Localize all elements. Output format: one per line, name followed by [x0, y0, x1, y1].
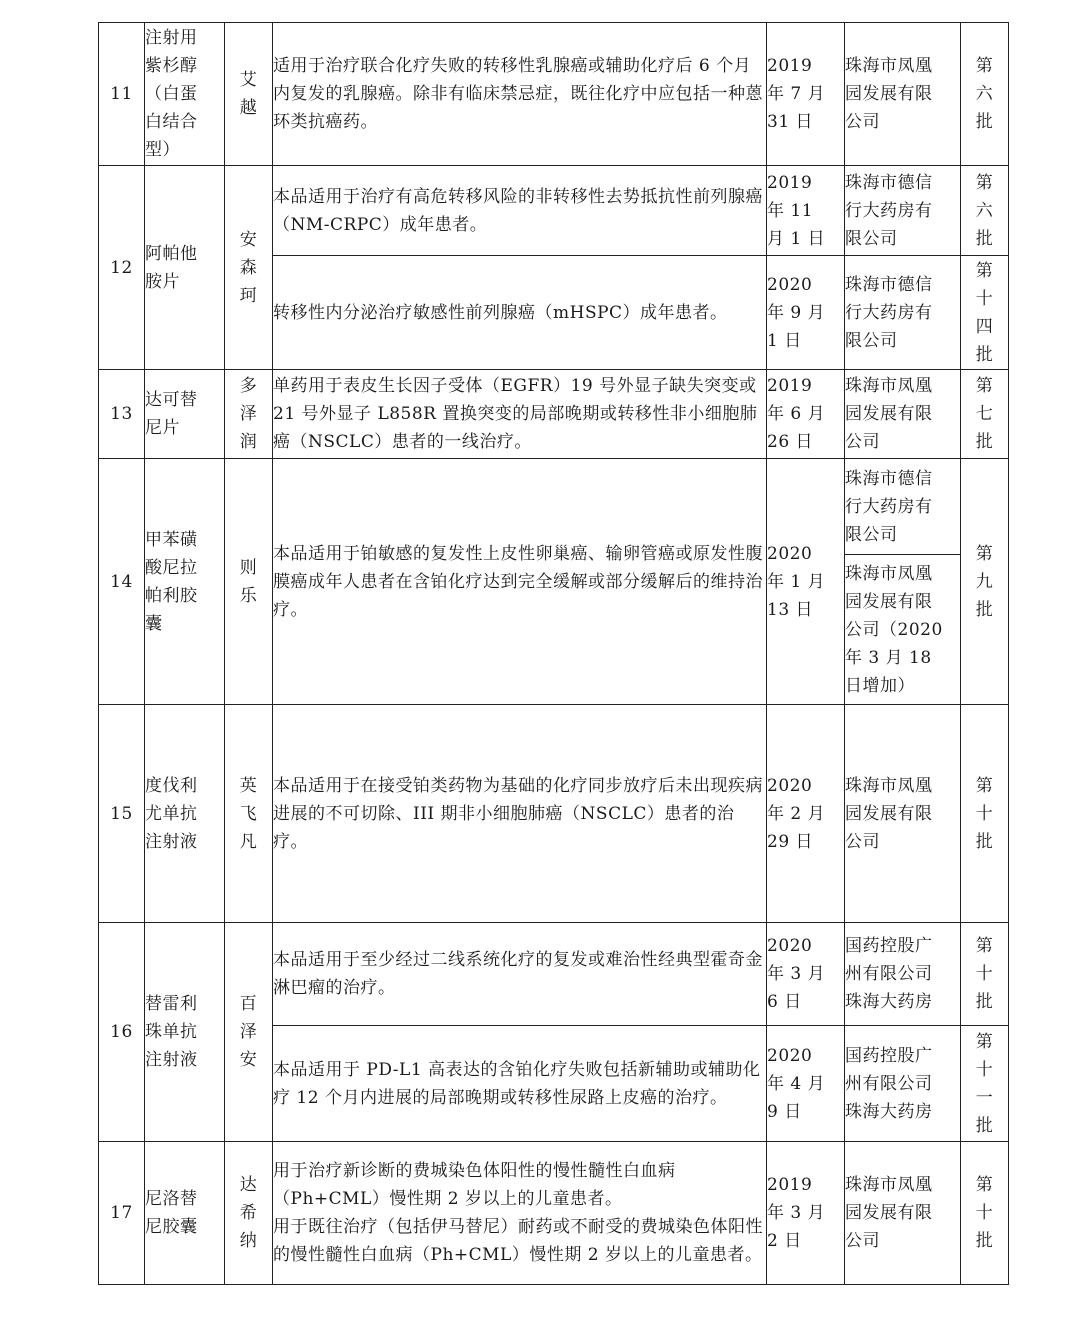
row-number: 17: [99, 1142, 145, 1285]
table-row: [99, 923, 1009, 1026]
batch: 第 六 批: [961, 23, 1009, 166]
approval-date: 2019 年 11 月 1 日: [767, 166, 845, 256]
batch: 第 十 四 批: [961, 256, 1009, 370]
pharmacy: 珠海市德信 行大药房有 限公司: [845, 459, 961, 555]
brand-name: 多 泽 润: [225, 370, 273, 459]
indication: 本品适用于至少经过二线系统化疗的复发或难治性经典型霍奇金淋巴瘤的治疗。: [273, 923, 767, 1026]
table-row: [99, 459, 1009, 555]
table-row: [99, 1142, 1009, 1285]
brand-name: 英 飞 凡: [225, 705, 273, 923]
indication: 本品适用于治疗有高危转移风险的非转移性去势抵抗性前列腺癌（NM-CRPC）成年患者。: [273, 166, 767, 256]
row-number: 12: [99, 166, 145, 370]
row-number: 15: [99, 705, 145, 923]
pharmacy: 国药控股广 州有限公司 珠海大药房: [845, 1026, 961, 1142]
approval-date: 2019 年 7 月 31 日: [767, 23, 845, 166]
table-row: [99, 370, 1009, 459]
pharmacy: 珠海市德信 行大药房有 限公司: [845, 256, 961, 370]
brand-name: 安 森 珂: [225, 166, 273, 370]
indication: 单药用于表皮生长因子受体（EGFR）19 号外显子缺失突变或 21 号外显子 L858R 置换突变的局部晚期或转移性非小细胞肺癌（NSCLC）患者的一线治疗。: [273, 370, 767, 459]
batch: 第 十 一 批: [961, 1026, 1009, 1142]
batch: 第 九 批: [961, 459, 1009, 705]
pharmacy: 珠海市德信 行大药房有 限公司: [845, 166, 961, 256]
indication: 本品适用于铂敏感的复发性上皮性卵巢癌、输卵管癌或原发性腹膜癌成年人患者在含铂化疗达到完全缓解或部分缓解后的维持治疗。: [273, 459, 767, 705]
table-row: [99, 23, 1009, 166]
row-number: 11: [99, 23, 145, 166]
brand-name: 百 泽 安: [225, 923, 273, 1142]
table-row: [99, 705, 1009, 923]
drug-name: 尼洛替 尼胶囊: [145, 1142, 225, 1285]
batch: 第 十 批: [961, 923, 1009, 1026]
drug-name: 甲苯磺 酸尼拉 帕利胶 囊: [145, 459, 225, 705]
indication: 转移性内分泌治疗敏感性前列腺癌（mHSPC）成年患者。: [273, 256, 767, 370]
row-number: 13: [99, 370, 145, 459]
indication: 用于治疗新诊断的费城染色体阳性的慢性髓性白血病（Ph+CML）慢性期 2 岁以上的儿童患者。 用于既往治疗（包括伊马替尼）耐药或不耐受的费城染色体阳性的慢性髓性白血病（Ph+CML）慢性期 2 岁以上的儿童患者。: [273, 1142, 767, 1285]
brand-name: 则 乐: [225, 459, 273, 705]
drug-name: 注射用 紫杉醇 （白蛋 白结合 型）: [145, 23, 225, 166]
brand-name: 达 希 纳: [225, 1142, 273, 1285]
approval-date: 2020 年 1 月 13 日: [767, 459, 845, 705]
batch: 第 七 批: [961, 370, 1009, 459]
indication: 适用于治疗联合化疗失败的转移性乳腺癌或辅助化疗后 6 个月内复发的乳腺癌。除非有临床禁忌症，既往化疗中应包括一种蒽环类抗癌药。: [273, 23, 767, 166]
row-number: 16: [99, 923, 145, 1142]
row-number: 14: [99, 459, 145, 705]
pharmacy: 珠海市凤凰 园发展有限 公司: [845, 23, 961, 166]
pharmacy: 国药控股广 州有限公司 珠海大药房: [845, 923, 961, 1026]
pharmacy: 珠海市凤凰 园发展有限 公司: [845, 1142, 961, 1285]
approval-date: 2020 年 9 月 1 日: [767, 256, 845, 370]
pharmacy: 珠海市凤凰 园发展有限 公司（2020 年 3 月 18 日增加）: [845, 555, 961, 705]
batch: 第 十 批: [961, 705, 1009, 923]
drug-name: 替雷利 珠单抗 注射液: [145, 923, 225, 1142]
brand-name: 艾 越: [225, 23, 273, 166]
drug-name: 阿帕他 胺片: [145, 166, 225, 370]
drug-name: 度伐利 尤单抗 注射液: [145, 705, 225, 923]
indication: 本品适用于 PD-L1 高表达的含铂化疗失败包括新辅助或辅助化疗 12 个月内进展的局部晚期或转移性尿路上皮癌的治疗。: [273, 1026, 767, 1142]
approval-date: 2020 年 3 月 6 日: [767, 923, 845, 1026]
table-row: [99, 166, 1009, 256]
batch: 第 六 批: [961, 166, 1009, 256]
pharmacy: 珠海市凤凰 园发展有限 公司: [845, 705, 961, 923]
approval-date: 2020 年 2 月 29 日: [767, 705, 845, 923]
approval-date: 2019 年 6 月 26 日: [767, 370, 845, 459]
drug-name: 达可替 尼片: [145, 370, 225, 459]
batch: 第 十 批: [961, 1142, 1009, 1285]
pharmacy: 珠海市凤凰 园发展有限 公司: [845, 370, 961, 459]
approval-date: 2019 年 3 月 2 日: [767, 1142, 845, 1285]
indication: 本品适用于在接受铂类药物为基础的化疗同步放疗后未出现疾病进展的不可切除、III 期非小细胞肺癌（NSCLC）患者的治疗。: [273, 705, 767, 923]
drug-table: [98, 22, 1009, 1285]
approval-date: 2020 年 4 月 9 日: [767, 1026, 845, 1142]
